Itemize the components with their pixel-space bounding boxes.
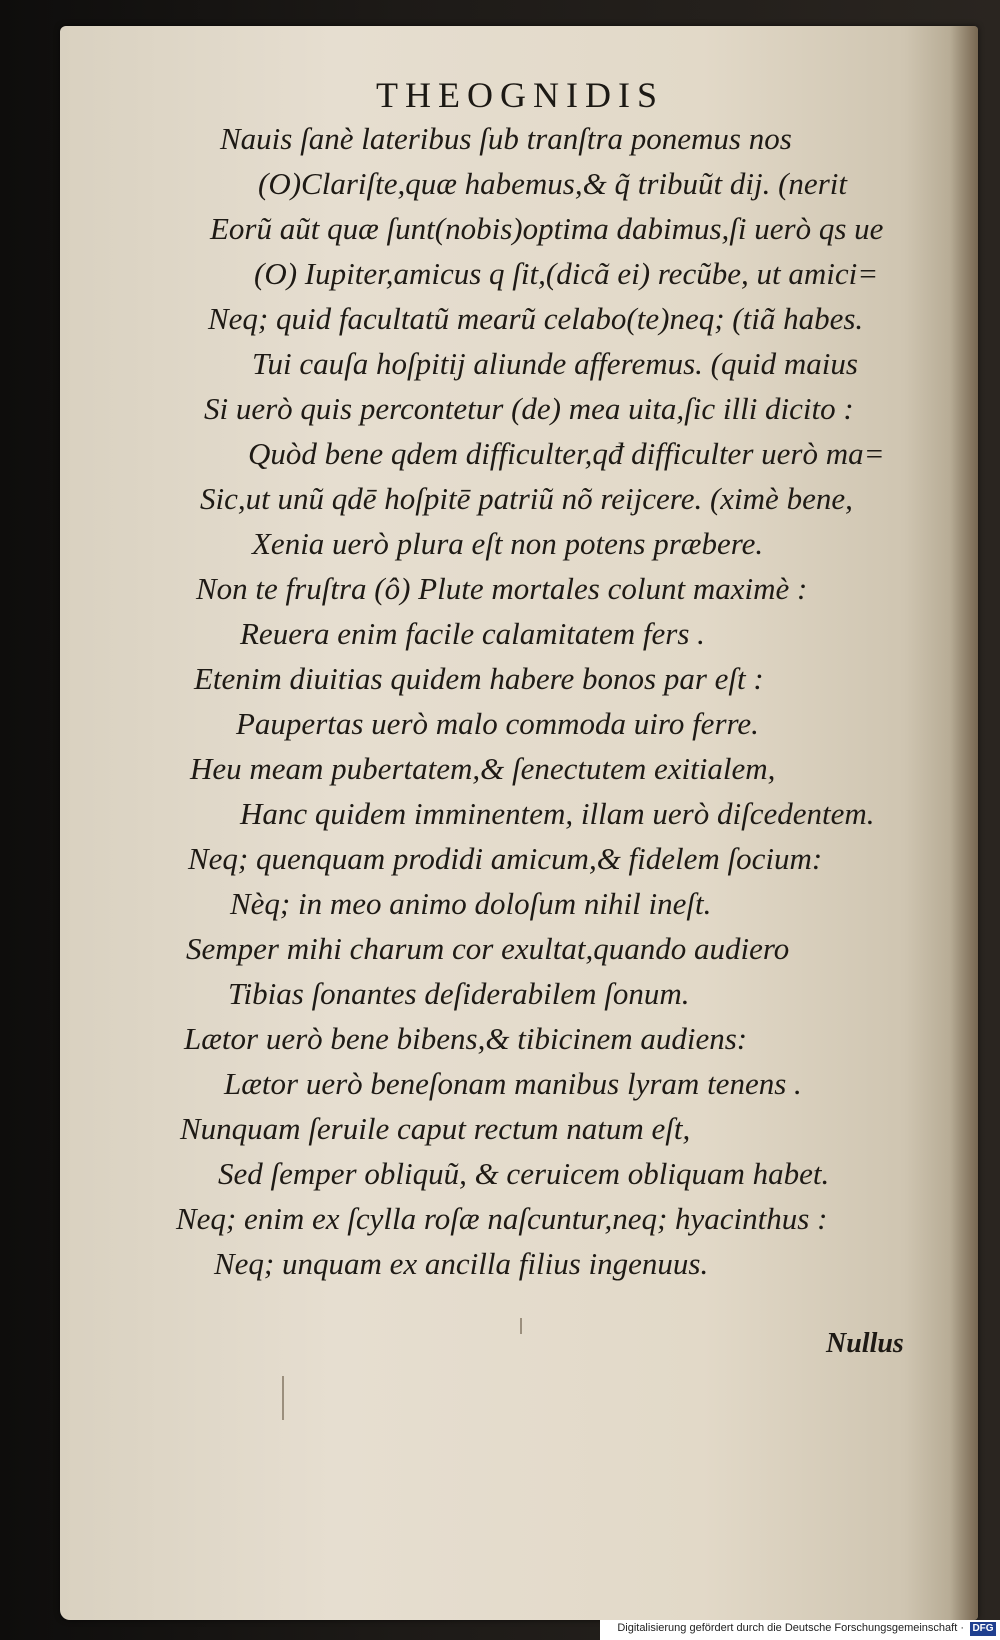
dfg-logo-icon: DFG [970,1622,996,1636]
verse-line: Sic,ut unũ qdē hoſpitē patriũ nõ reijcere. (ximè bene, [200,481,853,516]
verse-line: Nauis ſanè lateribus ſub tranſtra ponemus nos [220,121,792,156]
running-head: THEOGNIDIS [376,75,664,115]
verse-line: Sed ſemper obliquũ, & ceruicem obliquam habet. [218,1156,830,1191]
verse-line: Nèq; in meo animo doloſum nihil ineſt. [230,886,712,921]
digitization-credit: Digitalisierung gefördert durch die Deutsche Forschungsgemeinschaft · [617,1622,964,1634]
verse-line: Hanc quidem imminentem, illam uerò diſcedentem. [240,796,875,831]
verse-text [0,116,1000,1286]
ink-speck [520,1318,522,1334]
verse-line: (O) Iupiter,amicus q ſit,(dicã ei) recũbe, ut amici= [254,256,879,291]
verse-line: Paupertas uerò malo commoda uiro ferre. [236,706,759,741]
catchword: Nullus [826,1328,904,1359]
verse-line: Neq; quid facultatũ mearũ celabo(te)neq; (tiã habes. [208,301,864,336]
verse-line: (O)Clariſte,quæ habemus,& q̃ tribuũt dij. (nerit [258,166,847,201]
verse-line: Non te fruſtra (ô) Plute mortales colunt maximè : [196,571,808,606]
verse-line: Quòd bene qdem difficulter,qđ difficulter uerò ma= [248,436,885,471]
verse-line: Neq; unquam ex ancilla filius ingenuus. [214,1246,709,1281]
verse-line: Semper mihi charum cor exultat,quando audiero [186,931,790,966]
verse-line: Si uerò quis percontetur (de) mea uita,ſic illi dicito : [204,391,854,426]
verse-line: Nunquam ſeruile caput rectum natum eſt, [180,1111,691,1146]
verse-line: Eorũ aũt quæ ſunt(nobis)optima dabimus,ſi uerò qs ue [210,211,884,246]
verse-line: Heu meam pubertatem,& ſenectutem exitialem, [190,751,776,786]
verse-line: Etenim diuitias quidem habere bonos par eſt : [194,661,764,696]
ink-speck [282,1376,284,1420]
verse-line: Xenia uerò plura eſt non potens præbere. [252,526,764,561]
verse-line: Neq; enim ex ſcylla roſæ naſcuntur,neq; hyacinthus : [176,1201,828,1236]
verse-line: Lætor uerò beneſonam manibus lyram tenens . [224,1066,802,1101]
verse-line: Tibias ſonantes deſiderabilem ſonum. [228,976,690,1011]
verse-line: Lætor uerò bene bibens,& tibicinem audiens: [184,1021,748,1056]
verse-line: Neq; quenquam prodidi amicum,& fidelem ſocium: [188,841,823,876]
verse-line: Tui cauſa hoſpitij aliunde afferemus. (quid maius [252,346,858,381]
verse-line: Reuera enim facile calamitatem fers . [240,616,705,651]
